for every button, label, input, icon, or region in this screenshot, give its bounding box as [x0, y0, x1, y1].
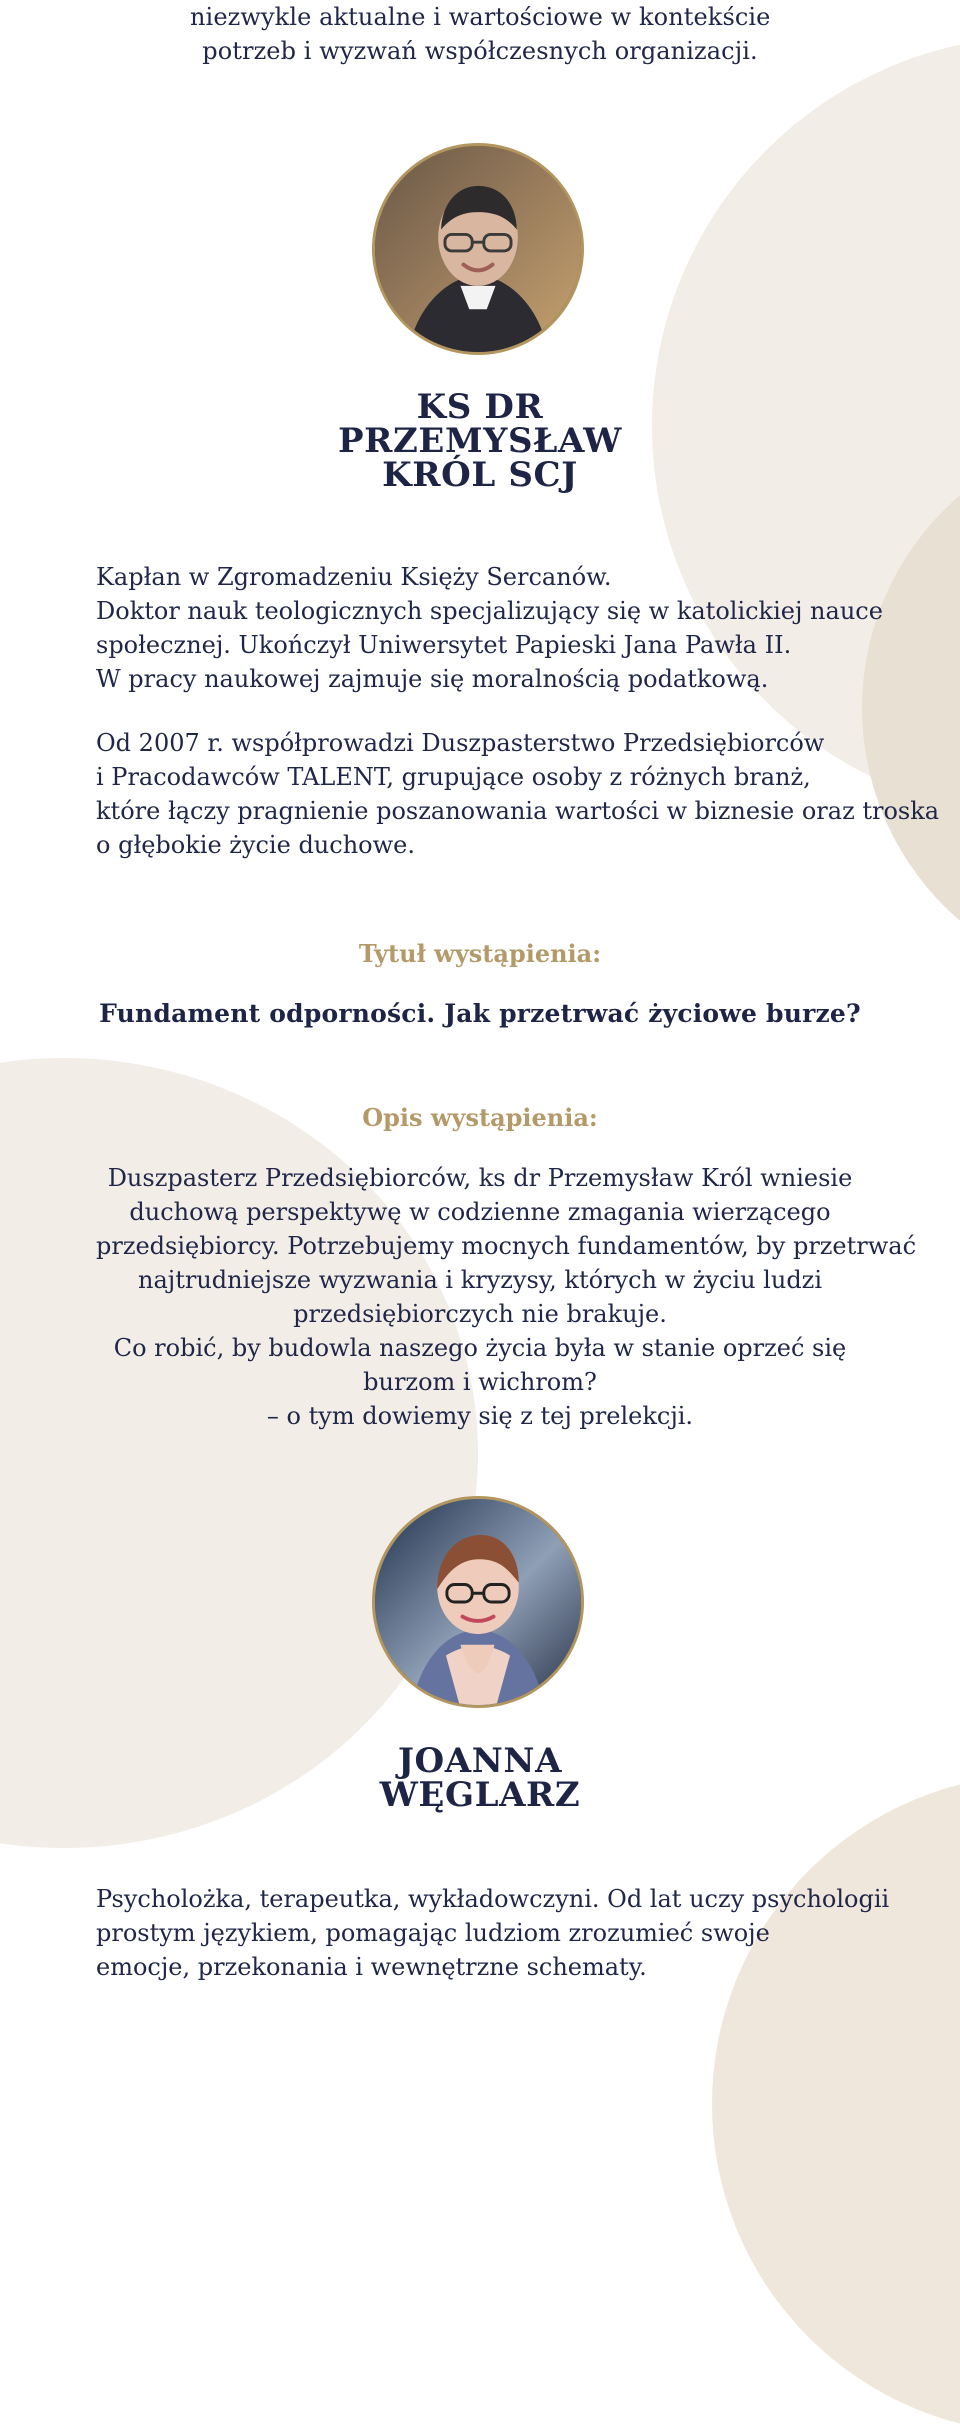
speaker-1-bio [96, 560, 940, 862]
speaker-2-bio-line: prostym językiem, pomagając ludziom zrozumieć swoje [96, 1919, 770, 1947]
speaker-2-name-line: JOANNA [397, 1741, 563, 1781]
talk-description-line: przedsiębiorczych nie brakuje. [293, 1300, 667, 1328]
speaker-1-bio-line: Kapłan w Zgromadzeniu Księży Sercanów. [96, 563, 612, 591]
person-portrait-icon [375, 146, 581, 352]
talk-description-line: Co robić, by budowla naszego życia była w stanie oprzeć się [113, 1334, 847, 1362]
speaker-2-bio-line: Psycholożka, terapeutka, wykładowczyni. Od lat uczy psychologii [96, 1885, 890, 1913]
speaker-1-bio-line: Od 2007 r. współprowadzi Duszpasterstwo Przedsiębiorców [96, 729, 825, 757]
speaker-2-bio-line: emocje, przekonania i wewnętrzne schematy. [96, 1953, 647, 1981]
talk-description-line: przedsiębiorcy. Potrzebujemy mocnych fundamentów, by przetrwać [96, 1232, 917, 1260]
speaker-2-photo [372, 1496, 584, 1708]
intro-line: niezwykle aktualne i wartościowe w kontekście [190, 3, 771, 31]
bio-paragraph-gap [96, 696, 876, 726]
talk-description-line: burzom i wichrom? [363, 1368, 597, 1396]
speaker-1-name [280, 387, 680, 495]
speaker-1-name-line: KS DR [416, 387, 544, 427]
speaker-1-bio-line: W pracy naukowej zajmuje się moralnością podatkową. [96, 665, 769, 693]
talk-description-line: duchową perspektywę w codzienne zmagania wierzącego [129, 1198, 831, 1226]
speaker-2-name [280, 1741, 680, 1815]
speaker-1-bio-line: o głębokie życie duchowe. [96, 831, 415, 859]
talk-description [96, 1161, 917, 1433]
speaker-1-photo [372, 143, 584, 355]
talk-description-line: – o tym dowiemy się z tej prelekcji. [266, 1402, 694, 1430]
speaker-1-bio-line: społecznej. Ukończył Uniwersytet Papieski Jana Pawła II. [96, 631, 792, 659]
speaker-2-bio [96, 1882, 890, 1984]
talk-description-line: najtrudniejsze wyzwania i kryzysy, których w życiu ludzi [138, 1266, 822, 1294]
talk-title: Fundament odporności. Jak przetrwać życiowe burze? [99, 999, 861, 1028]
speaker-2-name-line: WĘGLARZ [379, 1775, 581, 1815]
speaker-1-bio-line: które łączy pragnienie poszanowania wartości w biznesie oraz troska [96, 797, 940, 825]
speaker-1-bio-line: i Pracodawców TALENT, grupujące osoby z różnych branż, [96, 763, 811, 791]
talk-description-line: Duszpasterz Przedsiębiorców, ks dr Przemysław Król wniesie [107, 1164, 853, 1192]
speaker-1-name-line: PRZEMYSŁAW [337, 421, 623, 461]
talk-description-label: Opis wystąpienia: [362, 1103, 598, 1132]
speaker-1-bio-line: Doktor nauk teologicznych specjalizujący się w katolickiej nauce [96, 597, 883, 625]
person-portrait-icon [375, 1499, 581, 1705]
talk-title-label: Tytuł wystąpienia: [358, 939, 602, 968]
intro-line: potrzeb i wyzwań współczesnych organizacji. [202, 37, 758, 65]
speaker-1-name-line: KRÓL SCJ [382, 455, 578, 495]
intro-text [190, 0, 770, 68]
